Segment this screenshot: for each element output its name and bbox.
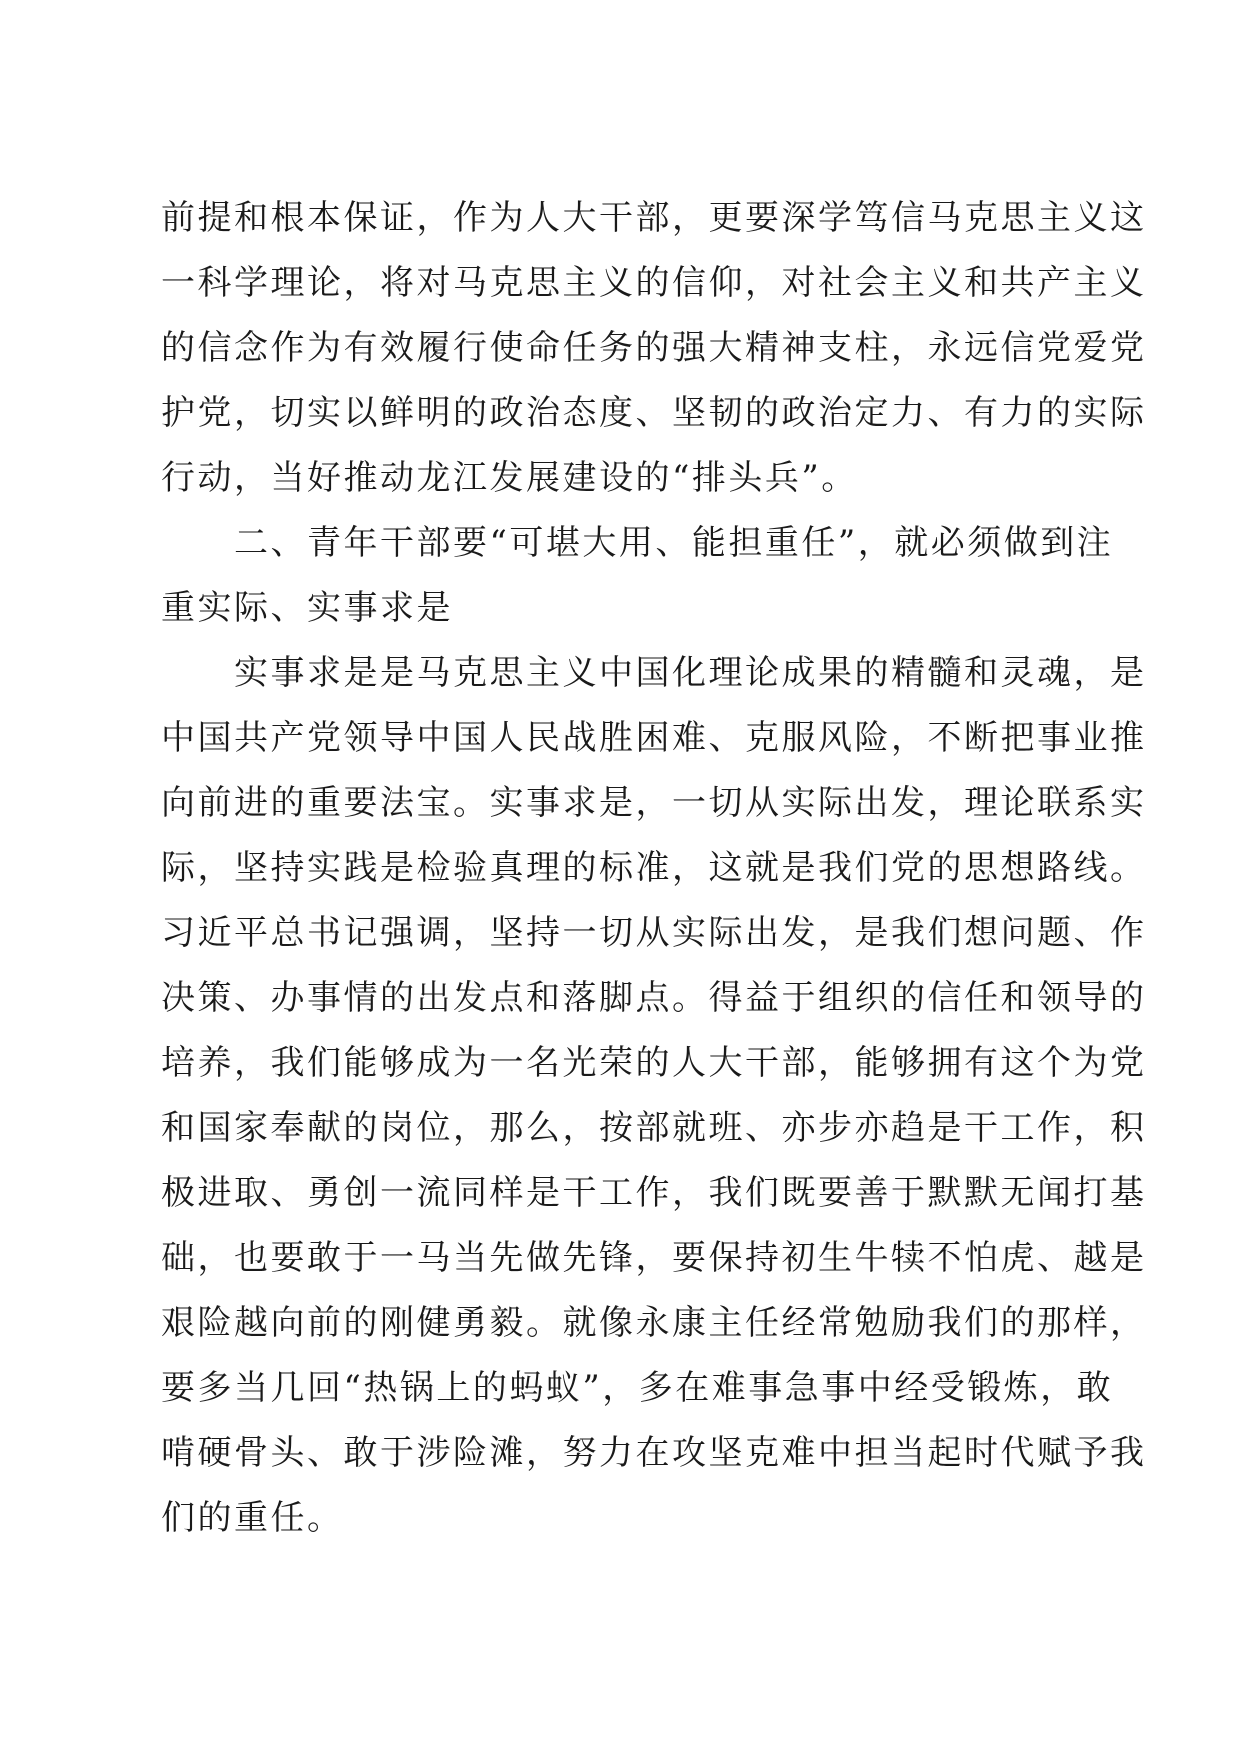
text-line: 向前进的重要法宝。实事求是，一切从实际出发，理论联系实 <box>161 783 1147 823</box>
text-line: 前提和根本保证，作为人大干部，更要深学笃信马克思主义这 <box>161 198 1147 238</box>
text-line: 实事求是是马克思主义中国化理论成果的精髓和灵魂，是 <box>161 653 1147 693</box>
text-line: 要多当几回“热锅上的蚂蚁”，多在难事急事中经受锻炼，敢 <box>161 1368 1114 1408</box>
text-line: 艰险越向前的刚健勇毅。就像永康主任经常勉励我们的那样， <box>161 1303 1147 1343</box>
section-heading-line: 二、青年干部要“可堪大用、能担重任”，就必须做到注 <box>161 523 1114 563</box>
text-line: 啃硬骨头、敢于涉险滩，努力在攻坚克难中担当起时代赋予我 <box>161 1433 1147 1473</box>
body-text <box>161 186 1147 1551</box>
text-line: 决策、办事情的出发点和落脚点。得益于组织的信任和领导的 <box>161 978 1147 1018</box>
section-heading-line: 重实际、实事求是 <box>161 588 453 628</box>
text-line: 护党，切实以鲜明的政治态度、坚韧的政治定力、有力的实际 <box>161 393 1147 433</box>
text-line: 础，也要敢于一马当先做先锋，要保持初生牛犊不怕虎、越是 <box>161 1238 1147 1278</box>
text-line: 们的重任。 <box>161 1498 344 1538</box>
text-line: 极进取、勇创一流同样是干工作，我们既要善于默默无闻打基 <box>161 1173 1147 1213</box>
text-line: 际，坚持实践是检验真理的标准，这就是我们党的思想路线。 <box>161 848 1147 888</box>
text-line: 中国共产党领导中国人民战胜困难、克服风险，不断把事业推 <box>161 718 1147 758</box>
text-line: 的信念作为有效履行使命任务的强大精神支柱，永远信党爱党 <box>161 328 1147 368</box>
text-line: 行动，当好推动龙江发展建设的“排头兵”。 <box>161 458 858 498</box>
text-line: 习近平总书记强调，坚持一切从实际出发，是我们想问题、作 <box>161 913 1147 953</box>
text-line: 和国家奉献的岗位，那么，按部就班、亦步亦趋是干工作，积 <box>161 1108 1147 1148</box>
text-line: 一科学理论，将对马克思主义的信仰，对社会主义和共产主义 <box>161 263 1147 303</box>
text-line: 培养，我们能够成为一名光荣的人大干部，能够拥有这个为党 <box>161 1043 1147 1083</box>
